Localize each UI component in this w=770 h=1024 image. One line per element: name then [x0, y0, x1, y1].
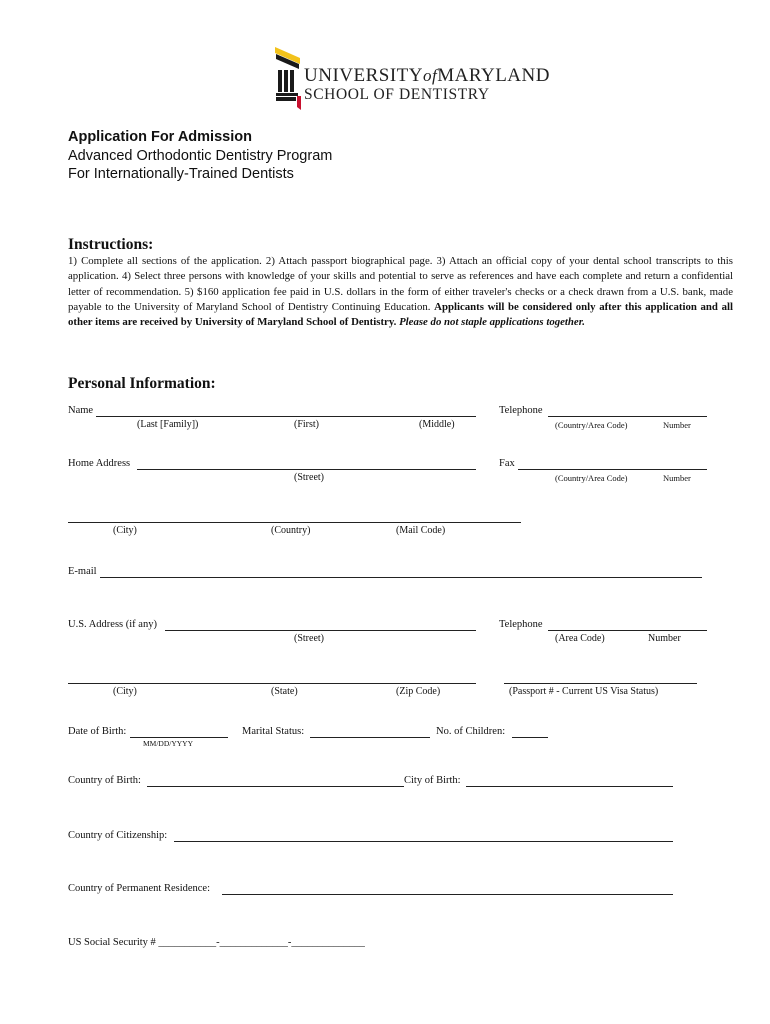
- telephone-field[interactable]: [548, 416, 707, 417]
- us-street-caption: (Street): [294, 633, 324, 644]
- us-area-code-caption: (Area Code): [555, 633, 605, 644]
- email-field[interactable]: [100, 577, 702, 578]
- us-address-label: U.S. Address (if any): [68, 619, 157, 630]
- name-field[interactable]: [96, 416, 476, 417]
- home-city-caption: (City): [113, 525, 137, 536]
- marital-status-field[interactable]: [310, 737, 430, 738]
- us-street-field[interactable]: [165, 630, 476, 631]
- home-country-caption: (Country): [271, 525, 311, 536]
- dob-field[interactable]: [130, 737, 228, 738]
- us-telephone-field[interactable]: [548, 630, 707, 631]
- email-label: E-mail: [68, 566, 97, 577]
- fax-number-caption: Number: [663, 473, 691, 483]
- telephone-country-area-caption: (Country/Area Code): [555, 420, 628, 430]
- name-last-caption: (Last [Family]): [137, 419, 199, 430]
- fax-label: Fax: [499, 458, 515, 469]
- us-zip-caption: (Zip Code): [396, 686, 441, 697]
- home-street-caption: (Street): [294, 472, 324, 483]
- country-of-birth-label: Country of Birth:: [68, 775, 141, 786]
- marital-status-label: Marital Status:: [242, 726, 305, 737]
- audience-title: For Internationally-Trained Dentists: [68, 166, 294, 182]
- name-label: Name: [68, 405, 94, 416]
- home-mail-code-caption: (Mail Code): [396, 525, 446, 536]
- us-city-state-field[interactable]: [68, 683, 476, 684]
- fax-country-area-caption: (Country/Area Code): [555, 473, 628, 483]
- us-state-caption: (State): [271, 686, 298, 697]
- city-of-birth-label: City of Birth:: [404, 775, 461, 786]
- form-title: Application For Admission: [68, 129, 252, 145]
- dob-format-caption: MM/DD/YYYY: [143, 739, 194, 748]
- telephone-number-caption: Number: [663, 420, 691, 430]
- ssn-label: US Social Security # ___________-_____________-______________: [68, 937, 365, 948]
- program-title: Advanced Orthodontic Dentistry Program: [68, 148, 333, 164]
- citizenship-field[interactable]: [174, 841, 673, 842]
- name-first-caption: (First): [294, 419, 319, 430]
- telephone-label: Telephone: [499, 405, 543, 416]
- permanent-residence-field[interactable]: [222, 894, 673, 895]
- instructions-heading: Instructions:: [68, 236, 154, 253]
- passport-field[interactable]: [504, 683, 697, 684]
- us-telephone-label: Telephone: [499, 619, 543, 630]
- passport-caption: (Passport # - Current US Visa Status): [509, 686, 659, 697]
- logo-line-2: SCHOOL OF DENTISTRY: [304, 86, 490, 103]
- citizenship-label: Country of Citizenship:: [68, 830, 168, 841]
- home-address-label: Home Address: [68, 458, 131, 469]
- logo-line-1: UNIVERSITYofMARYLAND: [304, 65, 550, 86]
- us-number-caption: Number: [648, 633, 681, 644]
- dob-label: Date of Birth:: [68, 726, 127, 737]
- children-label: No. of Children:: [436, 726, 506, 737]
- personal-info-heading: Personal Information:: [68, 375, 216, 392]
- permanent-residence-label: Country of Permanent Residence:: [68, 883, 211, 894]
- home-city-country-field[interactable]: [68, 522, 521, 523]
- ssn-field[interactable]: ___________-_____________-______________: [158, 937, 365, 948]
- children-field[interactable]: [512, 737, 548, 738]
- name-middle-caption: (Middle): [419, 419, 455, 430]
- instructions-text: 1) Complete all sections of the application. 2) Attach passport biographical page. 3) Attach an official copy of your dental school transcripts to this application. 4) Select three persons with knowledge of your skills and potential to serve as references and have each complete and return a confidential letter of recommendation. 5) $160 application fee paid in U.S. dollars in the form of either traveler's checks or a check drawn from a U.S. bank, made payable to the University of Maryland School of Dentistry Continuing Education. Applicants will be considered only after this application and all other items are received by University of Maryland School of Dentistry. Please do not staple applications together.: [68, 255, 733, 329]
- logo-seal-icon: [270, 44, 304, 112]
- city-of-birth-field[interactable]: [466, 786, 673, 787]
- home-street-field[interactable]: [137, 469, 476, 470]
- country-of-birth-field[interactable]: [147, 786, 404, 787]
- us-city-caption: (City): [113, 686, 137, 697]
- fax-field[interactable]: [518, 469, 707, 470]
